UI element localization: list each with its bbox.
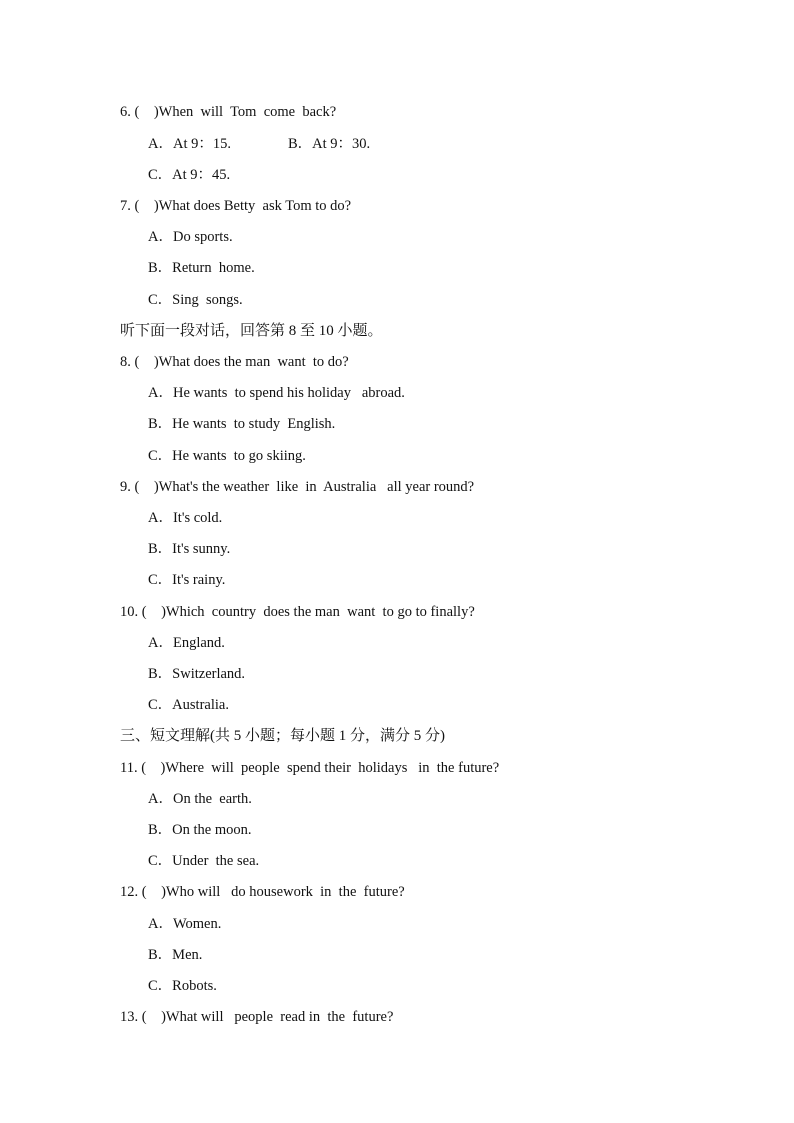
question-10-option-a: A．England. — [148, 635, 225, 651]
question-6-option-a: A．At 9：15. — [148, 136, 231, 152]
question-12-option-a: A．Women. — [148, 916, 222, 932]
question-7-option-b: B．Return home. — [148, 260, 255, 276]
question-6-option-c: C．At 9：45. — [148, 167, 231, 183]
question-11-option-a: A．On the earth. — [148, 791, 252, 807]
question-7-stem: 7. ( )What does Betty ask Tom to do? — [120, 198, 352, 214]
listening-8-10-heading: 听下面一段对话，回答第 8 至 10 小题。 — [120, 323, 383, 339]
question-7-option-c: C．Sing songs. — [148, 292, 243, 308]
question-9-option-b: B．It's sunny. — [148, 541, 231, 557]
question-6-option-b: B．At 9：30. — [288, 136, 371, 152]
question-9-stem: 9. ( )What's the weather like in Australia all year round? — [120, 479, 475, 495]
question-6-options-row — [148, 135, 548, 153]
question-13-stem: 13. ( )What will people read in the future? — [120, 1009, 394, 1025]
question-8-option-a: A．He wants to spend his holiday abroad. — [148, 385, 405, 401]
question-8-option-c: C．He wants to go skiing. — [148, 448, 306, 464]
question-8-stem: 8. ( )What does the man want to do? — [120, 354, 349, 370]
question-6-stem: 6. ( )When will Tom come back? — [120, 104, 337, 120]
question-9-option-a: A．It's cold. — [148, 510, 223, 526]
question-11-stem: 11. ( )Where will people spend their holidays in the future? — [120, 760, 500, 776]
question-7-option-a: A．Do sports. — [148, 229, 233, 245]
question-11-option-b: B．On the moon. — [148, 822, 252, 838]
question-10-option-b: B．Switzerland. — [148, 666, 246, 682]
question-9-option-c: C．It's rainy. — [148, 572, 226, 588]
question-12-option-c: C．Robots. — [148, 978, 217, 994]
question-10-option-c: C．Australia. — [148, 697, 229, 713]
question-10-stem: 10. ( )Which country does the man want to go to finally? — [120, 604, 475, 620]
section-three-heading: 三、短文理解(共 5 小题；每小题 1 分，满分 5 分) — [120, 728, 445, 744]
question-8-option-b: B．He wants to study English. — [148, 416, 336, 432]
question-11-option-c: C．Under the sea. — [148, 853, 260, 869]
question-12-stem: 12. ( )Who will do housework in the future? — [120, 884, 405, 900]
question-12-option-b: B．Men. — [148, 947, 203, 963]
